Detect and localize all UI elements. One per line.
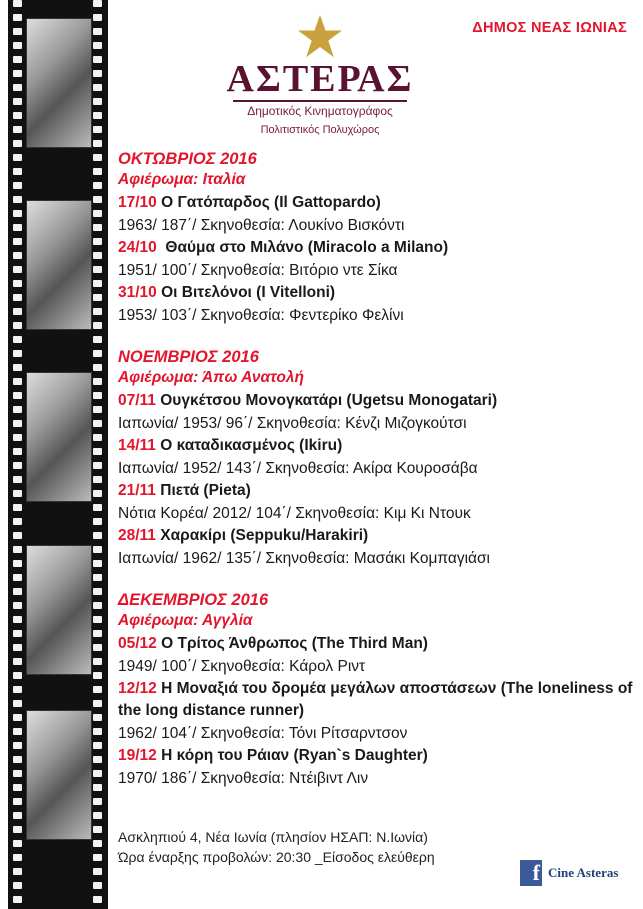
month-block <box>118 589 633 790</box>
perforation <box>13 42 22 49</box>
perforation <box>93 826 102 833</box>
film-title: Η Μοναξιά του δρομέα μεγάλων αποστάσεων (The loneliness of the long distance runner) <box>118 680 633 719</box>
perforation <box>93 868 102 875</box>
perforation <box>13 518 22 525</box>
perforation <box>93 350 102 357</box>
perforation <box>93 602 102 609</box>
screening-date: 31/10 <box>118 284 157 301</box>
perforation <box>13 448 22 455</box>
screening-date: 19/12 <box>118 747 157 764</box>
perforation <box>93 42 102 49</box>
perforation <box>93 700 102 707</box>
film-title-line <box>118 633 633 655</box>
perforation <box>13 350 22 357</box>
film-info: 1953/ 103΄/ Σκηνοθεσία: Φεντερίκο Φελίνι <box>118 307 404 324</box>
perforation <box>13 280 22 287</box>
perforation <box>13 854 22 861</box>
perforation <box>93 392 102 399</box>
perforation <box>93 630 102 637</box>
municipality-title: ΔΗΜΟΣ ΝΕΑΣ ΙΩΝΙΑΣ <box>472 20 627 36</box>
perforation <box>93 420 102 427</box>
perforation <box>93 266 102 273</box>
film-title-line <box>118 678 633 722</box>
perforation <box>93 798 102 805</box>
cinema-subtitle: Δημοτικός Κινηματογράφος <box>247 104 393 118</box>
venue-address: Ασκληπιού 4, Νέα Ιωνία (πλησίον ΗΣΑΠ: Ν.Ιωνία) <box>118 829 428 845</box>
screening-date: 24/10 <box>118 239 157 256</box>
perforation <box>13 462 22 469</box>
perforation <box>13 56 22 63</box>
film-info: 1970/ 186΄/ Σκηνοθεσία: Ντέιβιντ Λιν <box>118 770 369 787</box>
month-block <box>118 148 633 327</box>
program-schedule <box>118 148 633 809</box>
month-theme: Αφιέρωμα: Άπω Ανατολή <box>118 369 304 386</box>
film-title-line <box>118 745 633 767</box>
perforation <box>13 252 22 259</box>
film-frame-photo <box>26 372 92 502</box>
perforation <box>93 490 102 497</box>
perforation <box>13 70 22 77</box>
month-theme: Αφιέρωμα: Αγγλία <box>118 612 253 629</box>
filmstrip <box>8 0 108 909</box>
perforation <box>13 504 22 511</box>
film-title-line <box>118 282 633 304</box>
film-title-line <box>118 237 633 259</box>
perforation <box>93 770 102 777</box>
perforation <box>93 322 102 329</box>
film-info: 1962/ 104΄/ Σκηνοθεσία: Τόνι Ρίτσαρντσον <box>118 725 408 742</box>
perforation <box>93 476 102 483</box>
perforation <box>13 308 22 315</box>
perforation <box>93 210 102 217</box>
perforation <box>13 770 22 777</box>
perforation <box>13 224 22 231</box>
perforation <box>93 70 102 77</box>
perforation <box>93 28 102 35</box>
perforation <box>13 476 22 483</box>
perforation <box>13 392 22 399</box>
film-info: 1949/ 100΄/ Σκηνοθεσία: Κάρολ Ριντ <box>118 658 366 675</box>
perforation <box>93 252 102 259</box>
perforation <box>93 784 102 791</box>
perforation <box>93 896 102 903</box>
cinema-logo <box>225 14 415 136</box>
month-heading: ΔΕΚΕΜΒΡΙΟΣ 2016 <box>118 591 269 609</box>
film-info: Νότια Κορέα/ 2012/ 104΄/ Σκηνοθεσία: Κιμ Κι Ντουκ <box>118 505 471 522</box>
film-title: Ο καταδικασμένος (Ikiru) <box>160 437 343 454</box>
perforation <box>13 644 22 651</box>
perforation <box>13 616 22 623</box>
film-title: Οι Βιτελόνοι (I Vitelloni) <box>161 284 336 301</box>
perforation <box>13 238 22 245</box>
film-info: Ιαπωνία/ 1952/ 143΄/ Σκηνοθεσία: Ακίρα Κουροσάβα <box>118 460 478 477</box>
month-block <box>118 346 633 570</box>
film-title: Πιετά (Pieta) <box>160 482 251 499</box>
perforation <box>13 14 22 21</box>
film-title: Ο Τρίτος Άνθρωπος (The Third Man) <box>161 635 428 652</box>
perforation <box>93 840 102 847</box>
cinema-tagline: Πολιτιστικός Πολυχώρος <box>260 124 380 136</box>
screening-date: 05/12 <box>118 635 157 652</box>
perforation <box>13 784 22 791</box>
screening-date: 17/10 <box>118 194 157 211</box>
month-theme: Αφιέρωμα: Ιταλία <box>118 171 246 188</box>
perforation <box>93 616 102 623</box>
perforation <box>13 336 22 343</box>
perforation <box>13 84 22 91</box>
perforation <box>13 0 22 7</box>
film-title-line <box>118 192 633 214</box>
screening-date: 14/11 <box>118 437 156 454</box>
perforation <box>13 266 22 273</box>
perforation <box>93 168 102 175</box>
perforation <box>93 756 102 763</box>
facebook-icon[interactable]: f <box>520 860 542 886</box>
perforation <box>93 672 102 679</box>
facebook-page-name[interactable]: Cine Asteras <box>548 865 619 880</box>
facebook-link[interactable] <box>520 860 618 886</box>
perforation <box>93 336 102 343</box>
perforation <box>13 378 22 385</box>
perforation <box>13 434 22 441</box>
perforation <box>93 658 102 665</box>
film-info: Ιαπωνία/ 1953/ 96΄/ Σκηνοθεσία: Κένζι Μιζογκούτσι <box>118 415 467 432</box>
film-title: Χαρακίρι (Seppuku/Harakiri) <box>160 527 369 544</box>
perforation <box>93 686 102 693</box>
film-info: Ιαπωνία/ 1962/ 135΄/ Σκηνοθεσία: Μασάκι Κομπαγιάσι <box>118 550 490 567</box>
perforation <box>93 644 102 651</box>
perforation <box>93 532 102 539</box>
perforation <box>13 546 22 553</box>
perforation <box>13 322 22 329</box>
perforation <box>93 0 102 7</box>
perforation <box>13 140 22 147</box>
perforation <box>93 14 102 21</box>
star-icon <box>297 14 343 58</box>
perforation <box>93 812 102 819</box>
perforation <box>13 798 22 805</box>
screening-date: 12/12 <box>118 680 157 697</box>
film-title: Ουγκέτσου Μονογκατάρι (Ugetsu Monogatari) <box>160 392 498 409</box>
perforation <box>13 882 22 889</box>
perforation <box>93 518 102 525</box>
perforation <box>13 700 22 707</box>
perforation <box>13 28 22 35</box>
film-title: Η κόρη του Ράιαν (Ryan`s Daughter) <box>161 747 428 764</box>
perforation <box>93 224 102 231</box>
film-frame-photo <box>26 200 92 330</box>
perforation <box>93 448 102 455</box>
perforation <box>13 812 22 819</box>
screening-date: 28/11 <box>118 527 156 544</box>
perforation <box>13 742 22 749</box>
perforation <box>13 756 22 763</box>
perforation <box>13 406 22 413</box>
perforation <box>13 532 22 539</box>
film-frame-photo <box>26 710 92 840</box>
perforation <box>93 728 102 735</box>
screening-date: 21/11 <box>118 482 156 499</box>
perforation <box>13 574 22 581</box>
perforation <box>13 168 22 175</box>
film-info: 1951/ 100΄/ Σκηνοθεσία: Βιτόριο ντε Σίκα <box>118 262 398 279</box>
perforation <box>93 378 102 385</box>
perforation <box>93 280 102 287</box>
perforation <box>93 742 102 749</box>
film-title-line <box>118 525 633 547</box>
perforation <box>93 238 102 245</box>
film-title: Θαύμα στο Μιλάνο (Miracolo a Milano) <box>165 239 449 256</box>
film-title-line <box>118 390 633 412</box>
month-heading: ΟΚΤΩΒΡΙΟΣ 2016 <box>118 150 257 168</box>
filmstrip-perforations-right <box>92 0 104 909</box>
perforation <box>13 420 22 427</box>
perforation <box>13 686 22 693</box>
perforation <box>13 728 22 735</box>
perforation <box>93 588 102 595</box>
perforation <box>93 854 102 861</box>
venue-info <box>118 827 435 867</box>
perforation <box>13 560 22 567</box>
month-heading: ΝΟΕΜΒΡΙΟΣ 2016 <box>118 348 259 366</box>
perforation <box>93 406 102 413</box>
perforation <box>93 182 102 189</box>
perforation <box>93 560 102 567</box>
perforation <box>13 210 22 217</box>
perforation <box>13 126 22 133</box>
filmstrip-perforations-left <box>12 0 24 909</box>
screening-hours: Ώρα έναρξης προβολών: 20:30 _Είσοδος ελεύθερη <box>118 849 435 865</box>
perforation <box>13 714 22 721</box>
film-title-line <box>118 480 633 502</box>
perforation <box>13 840 22 847</box>
perforation <box>93 364 102 371</box>
perforation <box>13 182 22 189</box>
perforation <box>13 630 22 637</box>
perforation <box>93 308 102 315</box>
perforation <box>93 882 102 889</box>
perforation <box>93 714 102 721</box>
perforation <box>13 896 22 903</box>
perforation <box>93 546 102 553</box>
perforation <box>13 602 22 609</box>
perforation <box>13 490 22 497</box>
perforation <box>13 154 22 161</box>
perforation <box>13 98 22 105</box>
film-frame-photo <box>26 545 92 675</box>
perforation <box>93 504 102 511</box>
perforation <box>93 574 102 581</box>
logo-divider <box>233 100 407 102</box>
film-title: Ο Γατόπαρδος (Il Gattopardo) <box>161 194 381 211</box>
perforation <box>93 126 102 133</box>
film-info: 1963/ 187΄/ Σκηνοθεσία: Λουκίνο Βισκόντι <box>118 217 405 234</box>
perforation <box>13 826 22 833</box>
film-frame-photo <box>26 18 92 148</box>
perforation <box>93 84 102 91</box>
perforation <box>13 294 22 301</box>
perforation <box>93 154 102 161</box>
perforation <box>13 588 22 595</box>
perforation <box>13 658 22 665</box>
perforation <box>93 98 102 105</box>
perforation <box>93 140 102 147</box>
perforation <box>13 196 22 203</box>
perforation <box>13 868 22 875</box>
perforation <box>93 56 102 63</box>
perforation <box>13 112 22 119</box>
perforation <box>13 672 22 679</box>
perforation <box>93 462 102 469</box>
cinema-name: ΑΣΤΕΡΑΣ <box>226 58 414 100</box>
perforation <box>93 294 102 301</box>
perforation <box>93 112 102 119</box>
perforation <box>93 434 102 441</box>
perforation <box>13 364 22 371</box>
screening-date: 07/11 <box>118 392 156 409</box>
perforation <box>93 196 102 203</box>
film-title-line <box>118 435 633 457</box>
